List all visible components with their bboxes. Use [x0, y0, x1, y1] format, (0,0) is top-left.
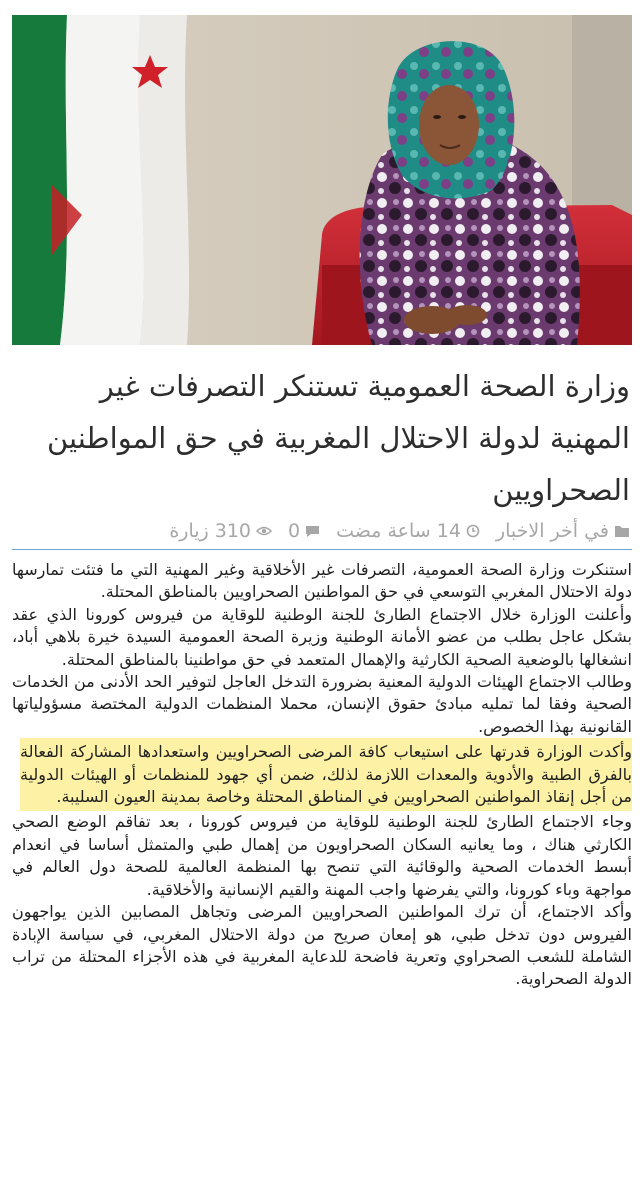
comment-icon — [305, 525, 320, 538]
article-photo — [12, 15, 632, 345]
article-paragraph: وجاء الاجتماع الطارئ للجنة الوطنية للوقاية من فيروس كورونا ، بعد تفاقم الوضع الصحي الكارثي هناك ، وما يعانيه السكان الصحراويون من إهمال طبي والمتمثل أساسا في انعدام أبسط الخدمات الصحية والوقائية التي تنصح بها المنظمة العالمية للصحة دول العالم في مواجهة وباء كورونا، والتي يفرضها واجب المهنة والقيم الإنسانية والأخلاقية. — [12, 812, 632, 899]
article-paragraph: استنكرت وزارة الصحة العمومية، التصرفات غير الأخلاقية وغير المهنية التي ما فتئت تمارسها دولة الاحتلال المغربي التوسعي في حق المواطنين الصحراويين بالمناطق المحتلة. — [12, 560, 632, 602]
article-paragraph-highlighted: وأكدت الوزارة قدرتها على استيعاب كافة المرضى الصحراويين واستعدادها المشاركة الفعالة بالفرق الطبية والأدوية والمعدات اللازمة لذلك، ضمن أي جهود للمنظمات أو الهيئات الدولية من أجل إنقاذ المواطنين الصحراويين في المناطق المحتلة وخاصة بمدينة العيون السليبة. — [20, 738, 632, 811]
article-body — [12, 559, 632, 991]
meta-time — [336, 520, 480, 542]
eye-icon — [256, 525, 272, 537]
clock-icon — [466, 524, 480, 538]
meta-views — [169, 520, 272, 542]
folder-icon — [614, 524, 630, 538]
article-paragraph: وأعلنت الوزارة خلال الاجتماع الطارئ للجنة الوطنية للوقاية من فيروس كورونا الذي عقد بشكل عاجل بطلب من عضو الأمانة الوطنية وزيرة الصحة العمومية السيدة خيرة بلاهي أباد، انشغالها بالوضعية الصحية الكارثية والإهمال المتعمد في حق مواطنينا بالمناطق المحتلة. — [12, 604, 632, 669]
article-paragraph: وأكد الاجتماع، أن ترك المواطنين الصحراويين المرضى وتجاهل المصابين الذين يواجهون الفيروس دون تدخل طبي، هو إمعان صريح من دولة الاحتلال المغربي، في سياسة الإبادة الشاملة للشعب الصحراوي وتعرية فاضحة للدعاية المغربية في هذه الأجزاء المحتلة من تراب الدولة الصحراوية. — [12, 902, 632, 989]
article-title: وزارة الصحة العمومية تستنكر التصرفات غير المهنية لدولة الاحتلال المغربية في حق المواطنين الصحراويين — [46, 369, 630, 507]
article-meta — [12, 513, 632, 550]
meta-views-label: 310 زيارة — [169, 520, 252, 542]
article-paragraph: وطالب الاجتماع الهيئات الدولية المعنية بضرورة التدخل العاجل لتوفير الحد الأدنى من الخدمات الصحية وفقا لما تمليه مبادئ حقوق الإنسان، محملا المنظمات الدولية المختصة مسؤولياتها القانونية بهذا الخصوص. — [12, 672, 632, 736]
meta-category[interactable] — [496, 520, 630, 542]
meta-comments-count: 0 — [288, 520, 301, 542]
meta-comments[interactable] — [288, 520, 320, 542]
meta-time-label: 14 ساعة مضت — [336, 520, 461, 542]
meta-category-label: في أخر الاخبار — [495, 520, 609, 542]
